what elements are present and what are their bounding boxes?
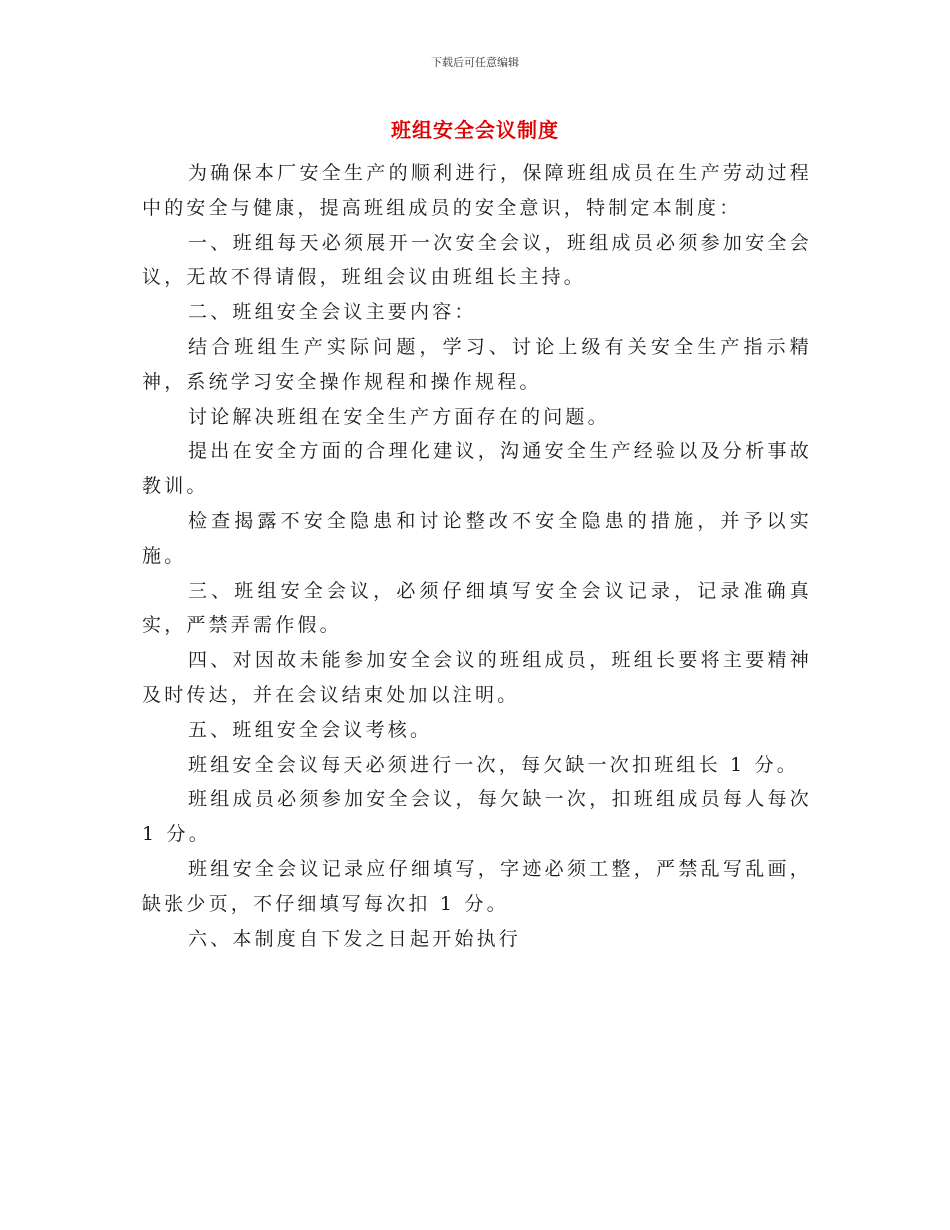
paragraph-rule-1: 一、班组每天必须展开一次安全会议，班组成员必须参加安全会议，无故不得请假，班组会议由班组长主持。 [142,231,812,289]
paragraph-rule-4: 四、对因故未能参加安全会议的班组成员，班组长要将主要精神及时传达，并在会议结束处加以注明。 [142,649,812,706]
header-note: 下载后可任意编辑 [431,56,519,69]
paragraph-rule-2-heading: 二、班组安全会议主要内容： [188,301,477,324]
paragraph-rule-2-item-1: 结合班组生产实际问题，学习、讨论上级有关安全生产指示精神，系统学习安全操作规程和操作规程。 [142,335,812,393]
document-body [142,156,812,956]
paragraph-rule-5-item-2: 班组成员必须参加安全会议，每欠缺一次，扣班组成员每人每次 1 分。 [142,788,812,846]
paragraph-rule-5-item-1: 班组安全会议每天必须进行一次，每欠缺一次扣班组长 1 分。 [188,753,799,776]
document-title: 班组安全会议制度 [391,118,559,142]
paragraph-rule-6: 六、本制度自下发之日起开始执行 [188,927,522,950]
paragraph-rule-5-heading: 五、班组安全会议考核。 [188,718,433,741]
paragraph-rule-2-item-3: 提出在安全方面的合理化建议，沟通安全生产经验以及分析事故教训。 [142,440,812,498]
paragraph-rule-2-item-2: 讨论解决班组在安全生产方面存在的问题。 [188,405,610,428]
paragraph-rule-3: 三、班组安全会议，必须仔细填写安全会议记录，记录准确真实，严禁弄需作假。 [142,579,812,637]
paragraph-rule-5-item-3: 班组安全会议记录应仔细填写，字迹必须工整，严禁乱写乱画，缺张少页，不仔细填写每次扣 1 分。 [142,857,812,915]
paragraph-rule-2-item-4: 检查揭露不安全隐患和讨论整改不安全隐患的措施，并予以实施。 [142,509,812,567]
paragraph-intro: 为确保本厂安全生产的顺利进行，保障班组成员在生产劳动过程中的安全与健康，提高班组成员的安全意识，特制定本制度： [142,162,812,219]
